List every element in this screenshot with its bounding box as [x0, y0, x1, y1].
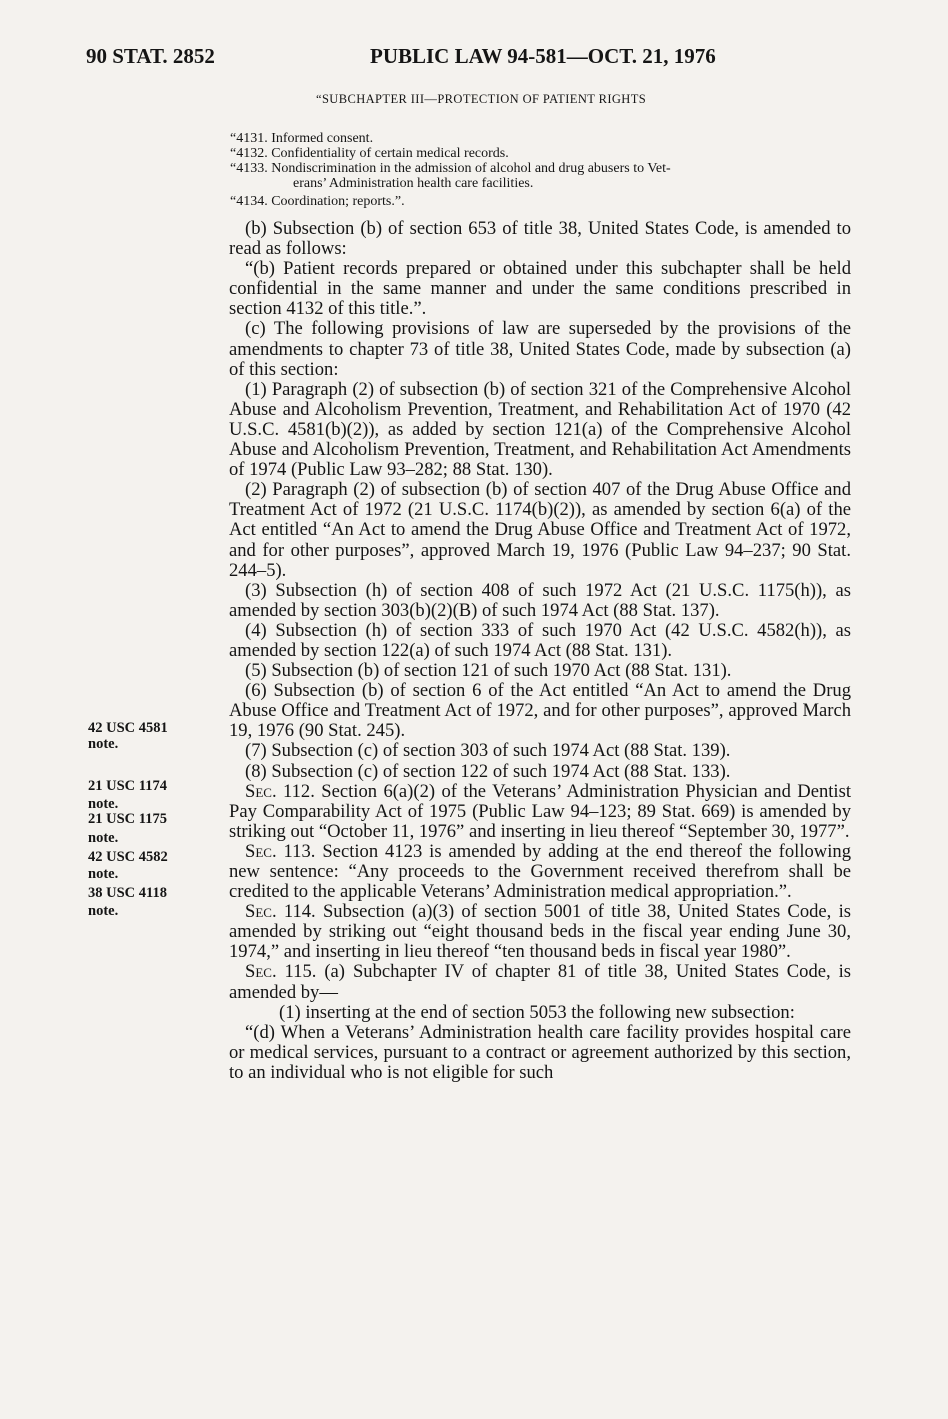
- paragraph: (4) Subsection (h) of section 333 of such 1970 Act (42 U.S.C. 4582(h)), as amended by section 122(a) of such 1974 Act (88 Stat. 131).: [229, 619, 851, 661]
- paragraph: (6) Subsection (b) of section 6 of the Act entitled “An Act to amend the Drug Abuse Office and Treatment Act of 1972, and for other purposes”, approved March 19, 1976 (90 Stat. 245).: [229, 680, 851, 742]
- paragraph: (7) Subsection (c) of section 303 of such 1974 Act (88 Stat. 139).: [245, 740, 731, 762]
- toc-item: “4132. Confidentiality of certain medical records.: [230, 146, 509, 161]
- section-label: Sec. 112.: [245, 780, 315, 802]
- paragraph: (c) The following provisions of law are superseded by the provisions of the amendments to chapter 73 of title 38, United States Code, made by subsection (a) of this section:: [229, 318, 851, 380]
- margin-note-citation: 21 USC 1174: [88, 778, 167, 794]
- margin-note-citation: 21 USC 1175: [88, 811, 167, 827]
- paragraph: (b) Subsection (b) of section 653 of title 38, United States Code, is amended to read as follows:: [229, 218, 851, 260]
- section-text: Section 6(a)(2) of the Veterans’ Administration Physician and Dentist Pay Comparability Act of 1975 (Public Law 94–123; 89 Stat. 669) is amended by striking out “October 11, 1976” and inserting in lieu thereof “September 30, 1977”.: [229, 780, 851, 842]
- margin-note-label: note.: [88, 830, 119, 846]
- section-paragraph: [229, 902, 851, 962]
- section-paragraph: [229, 782, 851, 842]
- section-label: Sec. 113.: [245, 840, 316, 862]
- margin-note-citation: 42 USC 4581: [88, 720, 168, 736]
- section-label: Sec. 115.: [245, 961, 317, 983]
- margin-note-citation: 42 USC 4582: [88, 849, 168, 865]
- margin-note-label: note.: [88, 903, 119, 919]
- toc-list: [230, 131, 671, 209]
- toc-item: “4133. Nondiscrimination in the admission of alcohol and drug abusers to Vet-: [230, 161, 671, 176]
- section-paragraph: [229, 842, 851, 902]
- paragraph: (5) Subsection (b) of section 121 of such 1970 Act (88 Stat. 131).: [245, 660, 732, 682]
- page-law-title: PUBLIC LAW 94-581—OCT. 21, 1976: [370, 44, 716, 68]
- section-text: Subsection (a)(3) of section 5001 of title 38, United States Code, is amended by striking out “eight thousand beds in the fiscal year ending June 30, 1974,” and inserting in lieu thereof “ten thousand beds in fiscal year 1980”.: [229, 901, 851, 963]
- body-text: [229, 219, 851, 1083]
- toc-item: “4131. Informed consent.: [230, 131, 374, 146]
- paragraph: “(b) Patient records prepared or obtained under this subchapter shall be held confidential in the same manner and under the same conditions prescribed in section 4132 of this title.”.: [229, 258, 851, 320]
- section-label: Sec. 114.: [245, 901, 316, 923]
- toc-title: “SUBCHAPTER III—PROTECTION OF PATIENT RIGHTS: [316, 92, 647, 106]
- paragraph: (2) Paragraph (2) of subsection (b) of section 407 of the Drug Abuse Office and Treatment Act of 1972 (21 U.S.C. 1174(b)(2)), as amended by section 6(a) of the Act entitled “An Act to amend the Drug Abuse Office and Treatment Act of 1972, and for other purposes”, approved March 19, 1976 (Public Law 94–237; 90 Stat. 244–5).: [229, 479, 851, 581]
- paragraph: (8) Subsection (c) of section 122 of such 1974 Act (88 Stat. 133).: [245, 760, 731, 782]
- paragraph: (1) Paragraph (2) of subsection (b) of section 321 of the Comprehensive Alcohol Abuse and Alcoholism Prevention, Treatment, and Rehabilitation Act of 1970 (42 U.S.C. 4581(b)(2)), as added by section 121(a) of the Comprehensive Alcohol Abuse and Alcoholism Prevention, Treatment, and Rehabilitation Act Amendments of 1974 (Public Law 93–282; 88 Stat. 130).: [229, 378, 851, 481]
- margin-note-label: note.: [88, 736, 119, 752]
- section-paragraph: [229, 962, 851, 1002]
- section-text: Section 4123 is amended by adding at the end thereof the following new sentence: “Any proceeds to the Government received therefrom shall be credited to the applicable Veterans’ Administration medical appropriation.”.: [229, 840, 851, 903]
- paragraph: (3) Subsection (h) of section 408 of such 1972 Act (21 U.S.C. 1175(h)), as amended by section 303(b)(2)(B) of such 1974 Act (88 Stat. 137).: [229, 579, 851, 621]
- margin-note-citation: 38 USC 4118: [88, 885, 167, 901]
- margin-note-label: note.: [88, 866, 119, 882]
- toc-item: erans’ Administration health care facilities.: [293, 176, 534, 191]
- paragraph: “(d) When a Veterans’ Administration health care facility provides hospital care or medical services, pursuant to a contract or agreement authorized by this section, to an individual who is not eligible for such: [229, 1021, 851, 1083]
- page-stat-citation: 90 STAT. 2852: [86, 44, 215, 68]
- paragraph: (1) inserting at the end of section 5053 the following new subsection:: [279, 1001, 795, 1023]
- margin-note-label: note.: [88, 796, 119, 812]
- section-text: (a) Subchapter IV of chapter 81 of title 38, United States Code, is amended by—: [229, 961, 852, 1003]
- toc-item: “4134. Coordination; reports.”.: [230, 194, 405, 209]
